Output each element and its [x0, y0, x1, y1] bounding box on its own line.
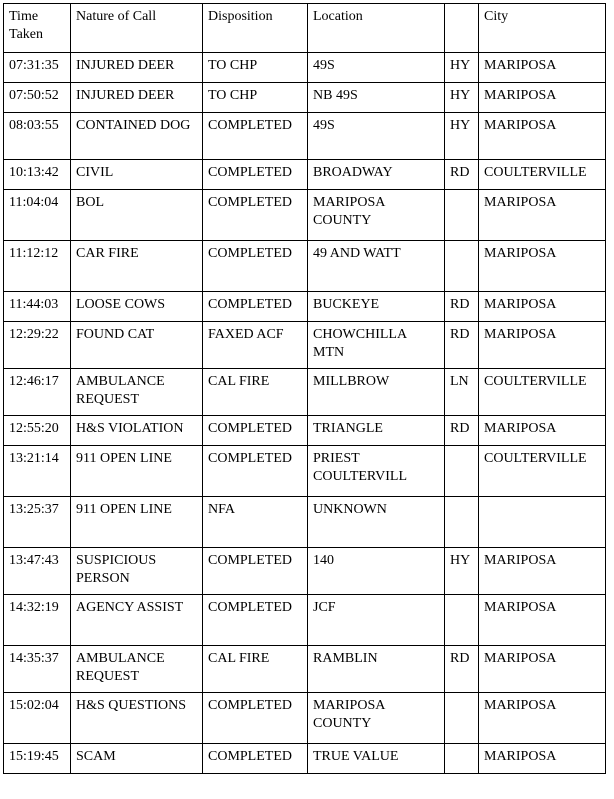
header-time: Time Taken	[4, 4, 71, 53]
table-row	[4, 369, 606, 416]
table-row	[4, 446, 606, 497]
cell-city: MARIPOSA	[479, 190, 606, 241]
cell-disposition: CAL FIRE	[203, 646, 308, 693]
cell-location: 49 AND WATT	[308, 241, 445, 292]
cell-road-suffix	[445, 190, 479, 241]
cell-time: 15:19:45	[4, 744, 71, 774]
cell-time: 07:50:52	[4, 83, 71, 113]
cell-nature-of-call: LOOSE COWS	[71, 292, 203, 322]
cell-location: MARIPOSA COUNTY	[308, 190, 445, 241]
table-row	[4, 322, 606, 369]
cell-disposition: COMPLETED	[203, 693, 308, 744]
cell-disposition: COMPLETED	[203, 190, 308, 241]
cell-time: 08:03:55	[4, 113, 71, 160]
table-row	[4, 160, 606, 190]
cell-disposition: COMPLETED	[203, 113, 308, 160]
cell-nature-of-call: AMBULANCE REQUEST	[71, 646, 203, 693]
cell-nature-of-call: H&S VIOLATION	[71, 416, 203, 446]
table-row	[4, 548, 606, 595]
cell-road-suffix: RD	[445, 160, 479, 190]
cell-nature-of-call: INJURED DEER	[71, 53, 203, 83]
cell-time: 07:31:35	[4, 53, 71, 83]
table-row	[4, 497, 606, 548]
cell-city: COULTERVILLE	[479, 369, 606, 416]
cell-road-suffix: RD	[445, 292, 479, 322]
cell-road-suffix	[445, 241, 479, 292]
cell-road-suffix	[445, 744, 479, 774]
cell-nature-of-call: INJURED DEER	[71, 83, 203, 113]
cell-nature-of-call: 911 OPEN LINE	[71, 446, 203, 497]
cell-city: MARIPOSA	[479, 646, 606, 693]
table-row	[4, 190, 606, 241]
cell-location: 49S	[308, 113, 445, 160]
cell-location: TRIANGLE	[308, 416, 445, 446]
cell-disposition: COMPLETED	[203, 446, 308, 497]
table-row	[4, 83, 606, 113]
cell-city: MARIPOSA	[479, 241, 606, 292]
table-row	[4, 53, 606, 83]
cell-road-suffix: RD	[445, 322, 479, 369]
cell-disposition: COMPLETED	[203, 595, 308, 646]
table-row	[4, 416, 606, 446]
cell-disposition: COMPLETED	[203, 548, 308, 595]
cell-location: MILLBROW	[308, 369, 445, 416]
cell-nature-of-call: CIVIL	[71, 160, 203, 190]
header-nature-of-call: Nature of Call	[71, 4, 203, 53]
cell-road-suffix: HY	[445, 113, 479, 160]
cell-disposition: COMPLETED	[203, 416, 308, 446]
cell-nature-of-call: FOUND CAT	[71, 322, 203, 369]
cell-time: 12:46:17	[4, 369, 71, 416]
cell-time: 13:25:37	[4, 497, 71, 548]
cell-disposition: CAL FIRE	[203, 369, 308, 416]
cell-city: MARIPOSA	[479, 744, 606, 774]
cell-location: RAMBLIN	[308, 646, 445, 693]
cell-city: MARIPOSA	[479, 113, 606, 160]
cell-disposition: TO CHP	[203, 83, 308, 113]
cell-time: 14:35:37	[4, 646, 71, 693]
cell-nature-of-call: BOL	[71, 190, 203, 241]
cell-road-suffix: LN	[445, 369, 479, 416]
cell-nature-of-call: AMBULANCE REQUEST	[71, 369, 203, 416]
cell-city: MARIPOSA	[479, 595, 606, 646]
cell-disposition: COMPLETED	[203, 744, 308, 774]
cell-disposition: NFA	[203, 497, 308, 548]
cell-location: 49S	[308, 53, 445, 83]
cell-nature-of-call: 911 OPEN LINE	[71, 497, 203, 548]
table-row	[4, 595, 606, 646]
cell-location: JCF	[308, 595, 445, 646]
cell-location: BROADWAY	[308, 160, 445, 190]
cell-city: COULTERVILLE	[479, 446, 606, 497]
cell-city: MARIPOSA	[479, 292, 606, 322]
cell-location: CHOWCHILLA MTN	[308, 322, 445, 369]
cell-road-suffix	[445, 497, 479, 548]
cell-location: 140	[308, 548, 445, 595]
call-log-table	[3, 3, 606, 774]
cell-nature-of-call: SCAM	[71, 744, 203, 774]
header-row	[4, 4, 606, 53]
cell-nature-of-call: H&S QUESTIONS	[71, 693, 203, 744]
cell-road-suffix: HY	[445, 53, 479, 83]
cell-city: COULTERVILLE	[479, 160, 606, 190]
cell-time: 11:04:04	[4, 190, 71, 241]
header-location: Location	[308, 4, 445, 53]
cell-disposition: COMPLETED	[203, 241, 308, 292]
cell-nature-of-call: CAR FIRE	[71, 241, 203, 292]
cell-location: BUCKEYE	[308, 292, 445, 322]
cell-disposition: COMPLETED	[203, 292, 308, 322]
cell-time: 12:29:22	[4, 322, 71, 369]
cell-nature-of-call: AGENCY ASSIST	[71, 595, 203, 646]
cell-location: MARIPOSA COUNTY	[308, 693, 445, 744]
table-row	[4, 292, 606, 322]
table-row	[4, 693, 606, 744]
cell-location: NB 49S	[308, 83, 445, 113]
cell-location: UNKNOWN	[308, 497, 445, 548]
cell-nature-of-call: CONTAINED DOG	[71, 113, 203, 160]
cell-time: 15:02:04	[4, 693, 71, 744]
header-city: City	[479, 4, 606, 53]
cell-road-suffix	[445, 595, 479, 646]
cell-time: 11:12:12	[4, 241, 71, 292]
cell-time: 10:13:42	[4, 160, 71, 190]
cell-time: 11:44:03	[4, 292, 71, 322]
cell-disposition: TO CHP	[203, 53, 308, 83]
cell-nature-of-call: SUSPICIOUS PERSON	[71, 548, 203, 595]
header-road-suffix	[445, 4, 479, 53]
cell-road-suffix: RD	[445, 416, 479, 446]
cell-city: MARIPOSA	[479, 53, 606, 83]
cell-disposition: COMPLETED	[203, 160, 308, 190]
cell-road-suffix	[445, 446, 479, 497]
cell-time: 13:21:14	[4, 446, 71, 497]
table-row	[4, 744, 606, 774]
cell-city: MARIPOSA	[479, 693, 606, 744]
cell-location: TRUE VALUE	[308, 744, 445, 774]
table-row	[4, 113, 606, 160]
cell-road-suffix: HY	[445, 83, 479, 113]
cell-road-suffix: RD	[445, 646, 479, 693]
cell-city: MARIPOSA	[479, 548, 606, 595]
cell-road-suffix	[445, 693, 479, 744]
cell-city: MARIPOSA	[479, 416, 606, 446]
cell-time: 12:55:20	[4, 416, 71, 446]
cell-city: MARIPOSA	[479, 83, 606, 113]
table-row	[4, 646, 606, 693]
cell-location: PRIEST COULTERVILL	[308, 446, 445, 497]
header-disposition: Disposition	[203, 4, 308, 53]
cell-time: 13:47:43	[4, 548, 71, 595]
table-row	[4, 241, 606, 292]
cell-disposition: FAXED ACF	[203, 322, 308, 369]
cell-city: MARIPOSA	[479, 322, 606, 369]
cell-road-suffix: HY	[445, 548, 479, 595]
cell-time: 14:32:19	[4, 595, 71, 646]
cell-city	[479, 497, 606, 548]
